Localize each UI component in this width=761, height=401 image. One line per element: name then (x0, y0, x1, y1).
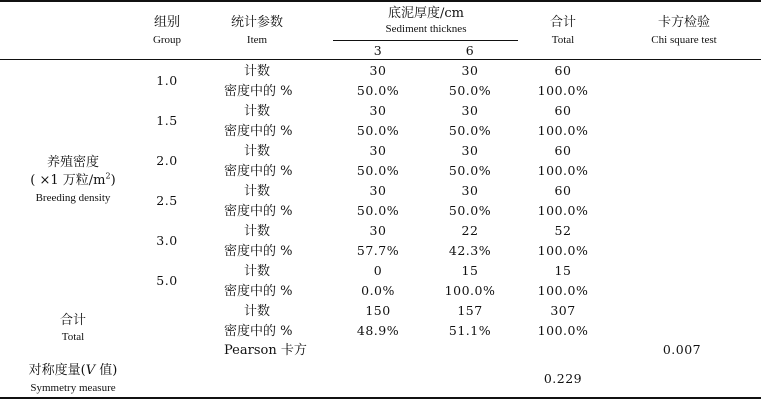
pct-cell: 100.0% (537, 83, 589, 98)
item-count-label: 计数 (243, 304, 271, 319)
count-cell: 30 (461, 63, 479, 78)
group-label: 2.0 (156, 153, 178, 168)
header-item-en: Item (246, 34, 268, 46)
count-cell: 30 (461, 103, 479, 118)
pct-cell: 100.0% (537, 323, 589, 338)
pct-cell: 50.0% (356, 83, 400, 98)
item-pct-label: 密度中的 % (224, 244, 293, 259)
item-pct-label: 密度中的 % (224, 204, 293, 219)
pct-cell: 50.0% (448, 123, 492, 138)
item-pct-label: 密度中的 % (224, 84, 293, 99)
item-count-label: 计数 (243, 144, 271, 159)
total-label-en: Total (61, 331, 85, 343)
pct-cell: 50.0% (448, 203, 492, 218)
count-cell: 0 (373, 263, 383, 278)
pearson-label: Pearson 卡方 (224, 343, 307, 358)
count-cell: 30 (369, 103, 387, 118)
header-item-zh: 统计参数 (230, 15, 284, 30)
pct-cell: 100.0% (537, 283, 589, 298)
pct-cell: 42.3% (448, 243, 492, 258)
count-cell: 157 (457, 303, 483, 318)
count-cell: 22 (461, 223, 479, 238)
group-label: 2.5 (156, 193, 178, 208)
group-label: 1.5 (156, 113, 178, 128)
density-unit-label: ( ×1 万粒$/m^2$) (30, 171, 116, 188)
pct-cell: 50.0% (448, 83, 492, 98)
header-bottom-rule (0, 59, 761, 60)
item-pct-label: 密度中的 % (224, 284, 293, 299)
pct-cell: 100.0% (537, 203, 589, 218)
count-cell: 30 (461, 183, 479, 198)
density-label-zh: 养殖密度 (46, 155, 100, 170)
item-pct-label: 密度中的 % (224, 164, 293, 179)
chi-square-value: 0.007 (662, 342, 702, 357)
header-total-zh: 合计 (549, 15, 577, 30)
count-cell: 60 (554, 143, 572, 158)
count-cell: 60 (554, 103, 572, 118)
count-cell: 60 (554, 63, 572, 78)
count-cell: 30 (369, 63, 387, 78)
group-label: 5.0 (156, 273, 178, 288)
item-count-label: 计数 (243, 264, 271, 279)
pct-cell: 50.0% (356, 163, 400, 178)
top-rule (0, 0, 761, 2)
count-cell: 307 (550, 303, 576, 318)
count-cell: 150 (365, 303, 391, 318)
pct-cell: 0.0% (361, 283, 395, 298)
symmetry-value: 0.229 (543, 371, 583, 386)
bottom-rule (0, 397, 761, 399)
item-count-label: 计数 (243, 64, 271, 79)
group-label: 3.0 (156, 233, 178, 248)
pct-cell: 50.0% (356, 203, 400, 218)
count-cell: 15 (554, 263, 572, 278)
pct-cell: 100.0% (537, 243, 589, 258)
header-chi-en: Chi square test (651, 34, 717, 46)
group-label: 1.0 (156, 73, 178, 88)
pct-cell: 50.0% (448, 163, 492, 178)
item-count-label: 计数 (243, 224, 271, 239)
symmetry-label-en: Symmetry measure (30, 382, 116, 394)
header-total-en: Total (551, 34, 575, 46)
header-col-3: 3 (373, 43, 383, 58)
item-count-label: 计数 (243, 104, 271, 119)
count-cell: 52 (554, 223, 572, 238)
header-sediment-zh: 底泥厚度/cm (388, 6, 464, 21)
count-cell: 30 (461, 143, 479, 158)
header-sediment-en: Sediment thicknes (385, 23, 467, 35)
pct-cell: 100.0% (537, 163, 589, 178)
count-cell: 30 (369, 143, 387, 158)
header-col-6: 6 (465, 43, 475, 58)
item-pct-label: 密度中的 % (224, 124, 293, 139)
pct-cell: 50.0% (356, 123, 400, 138)
pct-cell: 51.1% (448, 323, 492, 338)
header-chi-zh: 卡方检验 (657, 15, 711, 30)
count-cell: 30 (369, 223, 387, 238)
count-cell: 60 (554, 183, 572, 198)
pct-cell: 57.7% (356, 243, 400, 258)
total-label-zh: 合计 (59, 313, 87, 328)
count-cell: 30 (369, 183, 387, 198)
item-pct-label: 密度中的 % (224, 324, 293, 339)
sediment-subrule (333, 40, 518, 41)
pct-cell: 100.0% (537, 123, 589, 138)
symmetry-label-zh: 对称度量(V 值) (28, 363, 118, 378)
header-group-zh: 组别 (153, 15, 181, 30)
item-count-label: 计数 (243, 184, 271, 199)
pct-cell: 100.0% (444, 283, 496, 298)
density-label-en: Breeding density (35, 192, 111, 204)
pct-cell: 48.9% (356, 323, 400, 338)
header-group-en: Group (152, 34, 182, 46)
count-cell: 15 (461, 263, 479, 278)
